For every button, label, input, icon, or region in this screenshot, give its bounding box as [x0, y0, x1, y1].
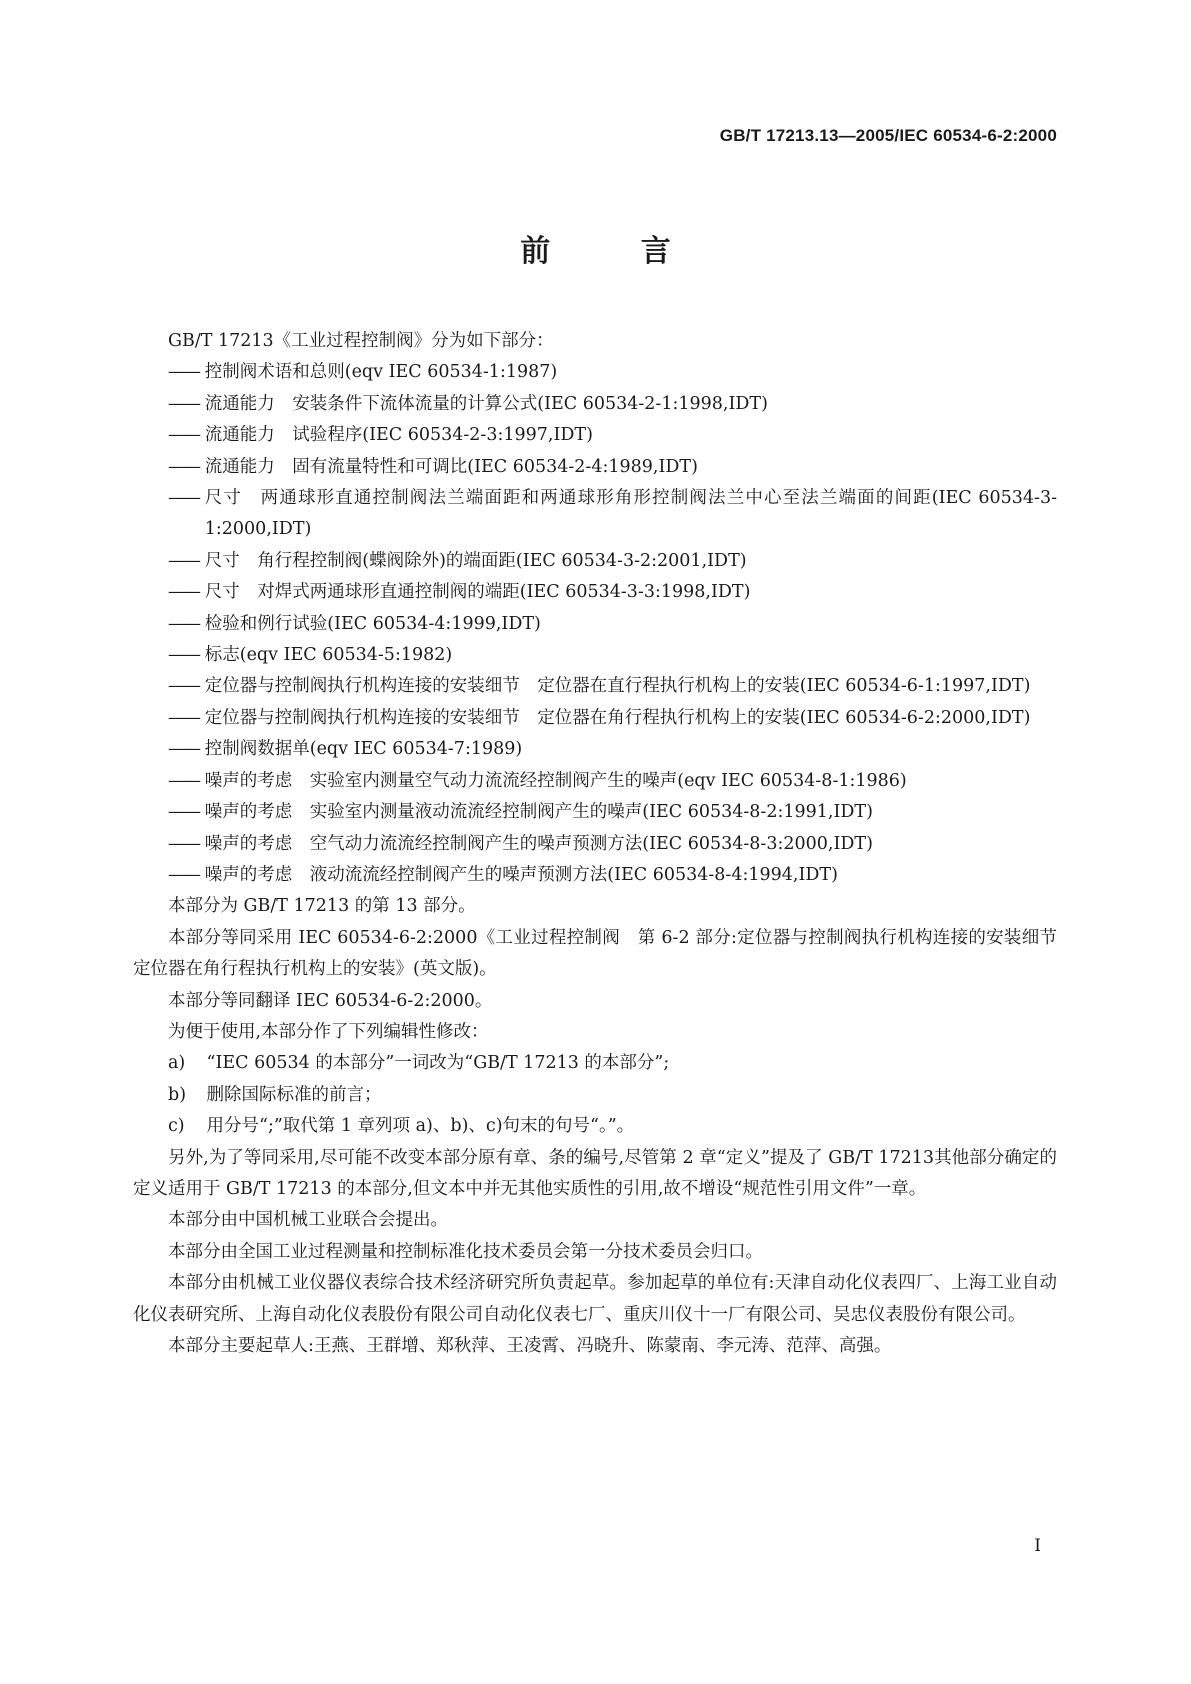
- list-item: —— 尺寸 角行程控制阀(蝶阀除外)的端面距(IEC 60534-3-2:2001,IDT): [168, 550, 747, 571]
- list-item: b) 删除国际标准的前言；: [168, 1084, 382, 1105]
- edits-list: [133, 1048, 1057, 1142]
- parts-list: [133, 357, 1057, 891]
- list-item: —— 定位器与控制阀执行机构连接的安装细节 定位器在角行程执行机构上的安装(IEC 60534-6-2:2000,IDT): [168, 707, 1031, 728]
- edits-intro-paragraph: 为便于使用,本部分作了下列编辑性修改：: [168, 1021, 489, 1042]
- list-item: —— 流通能力 安装条件下流体流量的计算公式(IEC 60534-2-1:1998,IDT): [168, 393, 768, 414]
- list-item: —— 检验和例行试验(IEC 60534-4:1999,IDT): [168, 613, 541, 634]
- page-number: I: [1034, 1536, 1041, 1556]
- part13-paragraph: 本部分为 GB/T 17213 的第 13 部分。: [168, 896, 476, 917]
- list-item: —— 噪声的考虑 实验室内测量液动流流经控制阀产生的噪声(IEC 60534-8-2:1991,IDT): [168, 802, 873, 823]
- list-item: —— 控制阀术语和总则(eqv IEC 60534-1:1987): [168, 362, 558, 383]
- additional-paragraph: 另外,为了等同采用,尽可能不改变本部分原有章、条的编号,尽管第 2 章“定义”提及了 GB/T 17213其他部分确定的定义适用于 GB/T 17213 的本部分,但文本中并无其他实质性的引用,故不增设“规范性引用文件”一章。: [133, 1147, 1057, 1199]
- list-item: —— 定位器与控制阀执行机构连接的安装细节 定位器在直行程执行机构上的安装(IEC 60534-6-1:1997,IDT): [168, 676, 1031, 697]
- centralized-paragraph: 本部分由全国工业过程测量和控制标准化技术委员会第一分技术委员会归口。: [168, 1241, 763, 1262]
- page-title: 前 言: [520, 234, 711, 269]
- standard-code-header: GB/T 17213.13—2005/IEC 60534-6-2:2000: [719, 126, 1057, 145]
- list-item: —— 控制阀数据单(eqv IEC 60534-7:1989): [168, 739, 523, 760]
- list-item: —— 噪声的考虑 实验室内测量空气动力流流经控制阀产生的噪声(eqv IEC 60534-8-1:1986): [168, 770, 907, 791]
- list-item: a) “IEC 60534 的本部分”一词改为“GB/T 17213 的本部分”;: [168, 1053, 670, 1074]
- drafting-units-paragraph: 本部分由机械工业仪器仪表综合技术经济研究所负责起草。参加起草的单位有:天津自动化仪表四厂、上海工业自动化仪表研究所、上海自动化仪表股份有限公司自动化仪表七厂、重庆川仪十一厂有限公司、吴忠仪表股份有限公司。: [133, 1273, 1057, 1325]
- drafters-paragraph: 本部分主要起草人:王燕、王群增、郑秋萍、王凌霄、冯晓升、陈蒙南、李元涛、范萍、高强。: [168, 1336, 892, 1356]
- list-item: —— 尺寸 两通球形直通控制阀法兰端面距和两通球形角形控制阀法兰中心至法兰端面的间距(IEC 60534-3-1:2000,IDT): [168, 488, 1057, 540]
- list-item: —— 噪声的考虑 空气动力流流经控制阀产生的噪声预测方法(IEC 60534-8-3:2000,IDT): [168, 833, 873, 854]
- adoption-paragraph: 本部分等同采用 IEC 60534-6-2:2000《工业过程控制阀 第 6-2 部分:定位器与控制阀执行机构连接的安装细节 定位器在角行程执行机构上的安装》(英文版)。: [133, 927, 1075, 980]
- list-item: —— 尺寸 对焊式两通球形直通控制阀的端距(IEC 60534-3-3:1998,IDT): [168, 582, 751, 603]
- translation-paragraph: 本部分等同翻译 IEC 60534-6-2:2000。: [168, 990, 493, 1011]
- list-item: —— 流通能力 固有流量特性和可调比(IEC 60534-2-4:1989,IDT): [168, 456, 698, 477]
- list-item: —— 噪声的考虑 液动流流经控制阀产生的噪声预测方法(IEC 60534-8-4:1994,IDT): [168, 864, 838, 885]
- intro-paragraph: GB/T 17213《工业过程控制阀》分为如下部分：: [168, 331, 554, 351]
- foreword-body: [133, 326, 1075, 1362]
- list-item: —— 标志(eqv IEC 60534-5:1982): [168, 645, 453, 666]
- proposed-paragraph: 本部分由中国机械工业联合会提出。: [168, 1210, 448, 1231]
- list-item: —— 流通能力 试验程序(IEC 60534-2-3:1997,IDT): [168, 425, 593, 446]
- list-item: c) 用分号“;”取代第 1 章列项 a)、b)、c)句末的句号“。”。: [168, 1116, 635, 1137]
